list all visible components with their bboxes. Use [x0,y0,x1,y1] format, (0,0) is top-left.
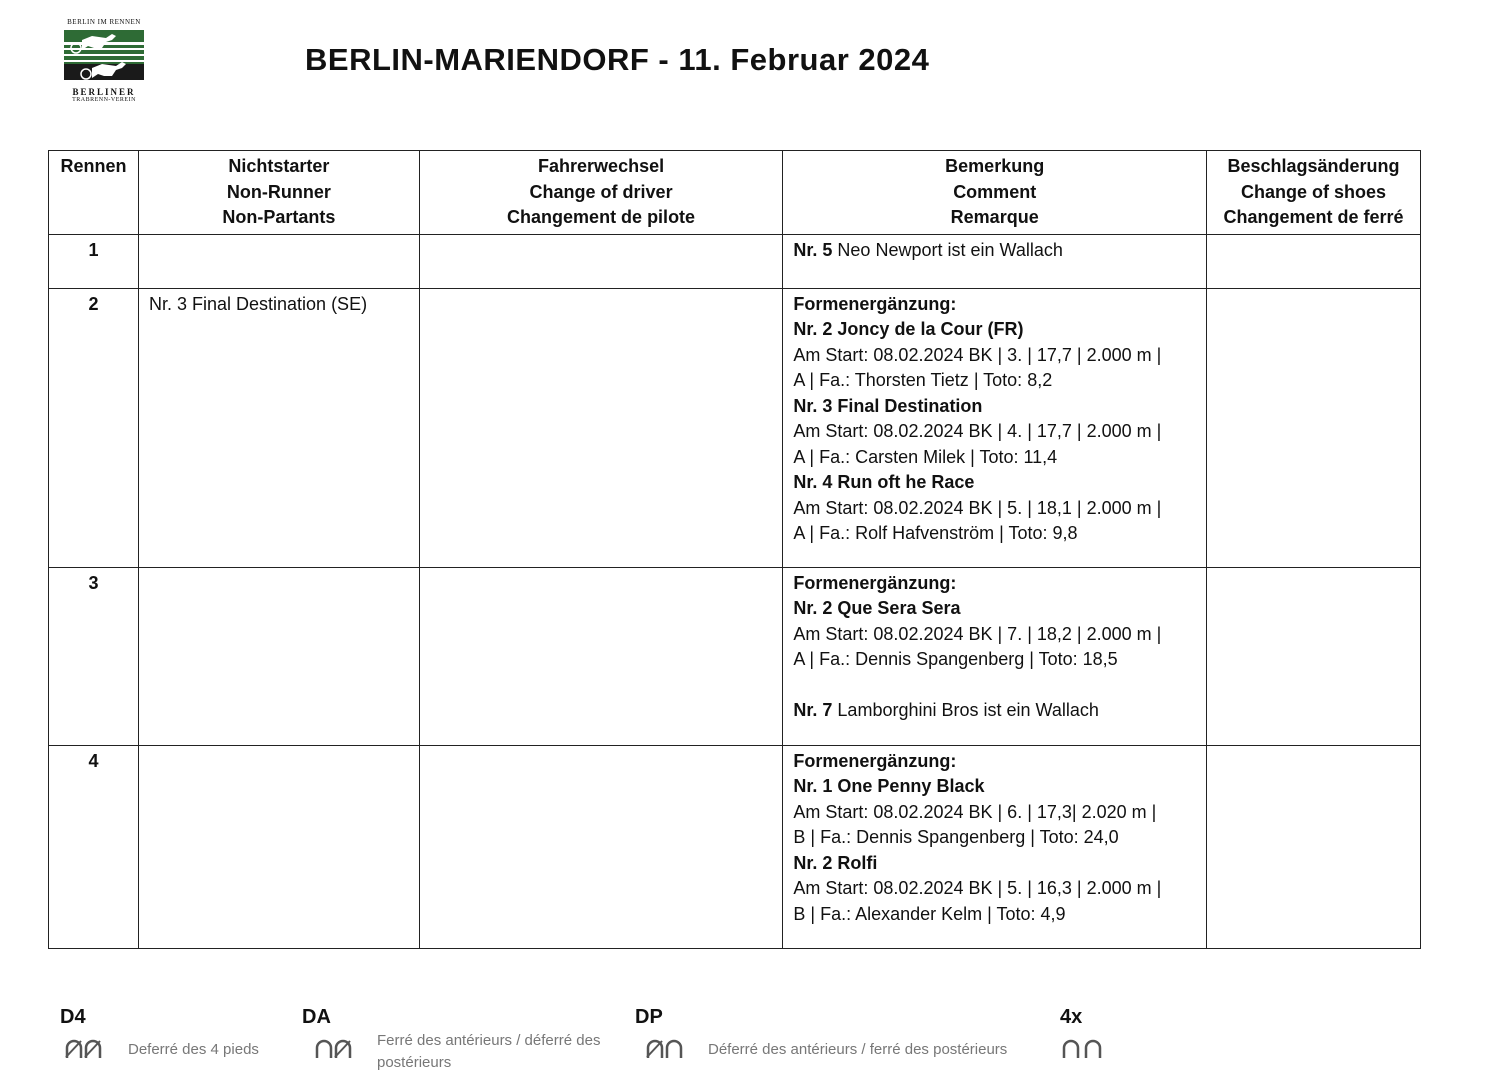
race-number: 2 [49,288,139,567]
logo-top-text: BERLIN IM RENNEN [67,18,141,26]
start-line: A | Fa.: Carsten Milek | Toto: 11,4 [793,446,1058,467]
horse-name: Nr. 1 One Penny Black [793,776,985,796]
crossed-shoe-and-shoe-icon [645,1038,685,1060]
logo-subtext: TRABRENN-VEREIN [72,97,136,103]
form-heading: Formenergänzung: [793,572,957,593]
start-line: Am Start: 08.02.2024 BK | 5. | 16,3 | 2.000 m | [793,878,1162,898]
legend-item-d4 [60,1006,259,1058]
start-line: A | Fa.: Dennis Spangenberg | Toto: 18,5 [793,649,1118,669]
horse-name: Nr. 3 Final Destination [793,395,983,416]
table-row-race-4 [49,745,1421,948]
table-row-race-1 [49,234,1421,288]
form-heading: Formenergänzung: [793,293,957,314]
driver-change-cell [419,234,783,288]
page-title: BERLIN-MARIENDORF - 11. Februar 2024 [305,42,930,77]
start-line: B | Fa.: Alexander Kelm | Toto: 4,9 [793,903,1066,924]
start-line: Am Start: 08.02.2024 BK | 3. | 17,7 | 2.000 m | [793,344,1162,365]
legend-description: Ferré des antérieurs / déferré des postérieurs [377,1032,601,1071]
header-beschlag: Beschlagsänderung Change of shoes Changement de ferré [1207,151,1421,235]
start-line: Am Start: 08.02.2024 BK | 5. | 18,1 | 2.000 m | [793,497,1162,518]
legend-code: D4 [60,1006,86,1028]
table-row-race-2 [49,288,1421,567]
race-number: 3 [49,567,139,745]
driver-change-cell [419,567,783,745]
horse-name: Nr. 2 Rolfi [793,852,878,873]
shoe-change-cell [1207,288,1421,567]
table-header-row [49,151,1421,235]
legend-item-dp [635,1006,1008,1058]
comment-cell [783,745,1207,948]
horse-name: Nr. 2 Que Sera Sera [793,598,961,618]
logo-name: BERLINER [72,87,136,97]
start-line: A | Fa.: Rolf Hafvenström | Toto: 9,8 [793,523,1078,543]
race-number: 1 [49,234,139,288]
start-line: B | Fa.: Dennis Spangenberg | Toto: 24,0 [793,827,1119,847]
comment-line [793,698,1196,724]
horse-name: Nr. 2 Joncy de la Cour (FR) [793,319,1024,339]
legend-item-4x [1060,1006,1082,1029]
shoe-legend [0,1006,1502,1080]
legend-item-da [302,1006,601,1071]
comment-horse-number: Nr. 7 [793,699,833,720]
nonrunner-cell [138,567,419,745]
comment-horse-number: Nr. 5 [793,239,833,260]
start-line: Am Start: 08.02.2024 BK | 4. | 17,7 | 2.000 m | [793,421,1162,441]
legend-code: 4x [1060,1006,1083,1028]
two-crossed-horseshoes-icon [64,1038,104,1060]
start-line: Am Start: 08.02.2024 BK | 6. | 17,3| 2.020 m | [793,801,1157,822]
horse-name: Nr. 4 Run oft he Race [793,472,975,492]
legend-description: Deferré des 4 pieds [128,1041,259,1058]
legend-code: DP [635,1006,663,1028]
spacer [793,673,1196,698]
header-rennen: Rennen [49,151,139,235]
header-fahrerwechsel: Fahrerwechsel Change of driver Changement de pilote [419,151,783,235]
shoe-and-crossed-shoe-icon [314,1038,354,1060]
driver-change-cell [419,745,783,948]
shoe-change-cell [1207,567,1421,745]
comment-cell [783,567,1207,745]
race-number: 4 [49,745,139,948]
legend-code: DA [302,1006,331,1028]
header-bemerkung: Bemerkung Comment Remarque [783,151,1207,235]
start-line: Am Start: 08.02.2024 BK | 7. | 18,2 | 2.000 m | [793,623,1162,644]
legend-description: Déferré des antérieurs / ferré des postérieurs [708,1041,1008,1058]
nonrunner-cell [138,745,419,948]
nonrunner-cell: Nr. 3 Final Destination (SE) [138,288,419,567]
comment-cell [783,288,1207,567]
driver-change-cell [419,288,783,567]
nonrunner-cell [138,234,419,288]
race-changes-table [48,150,1421,949]
comment-text: Lamborghini Bros ist ein Wallach [832,699,1099,720]
comment-text: Neo Newport ist ein Wallach [832,239,1063,260]
start-line: A | Fa.: Thorsten Tietz | Toto: 8,2 [793,370,1053,390]
header-nichtstarter: Nichtstarter Non-Runner Non-Partants [138,151,419,235]
shoe-change-cell [1207,234,1421,288]
two-horseshoes-icon [1060,1038,1104,1060]
trotting-horse-emblem [62,26,146,82]
comment-cell [783,234,1207,288]
table-row-race-3 [49,567,1421,745]
club-logo [62,18,146,104]
form-heading: Formenergänzung: [793,750,957,771]
shoe-change-cell [1207,745,1421,948]
